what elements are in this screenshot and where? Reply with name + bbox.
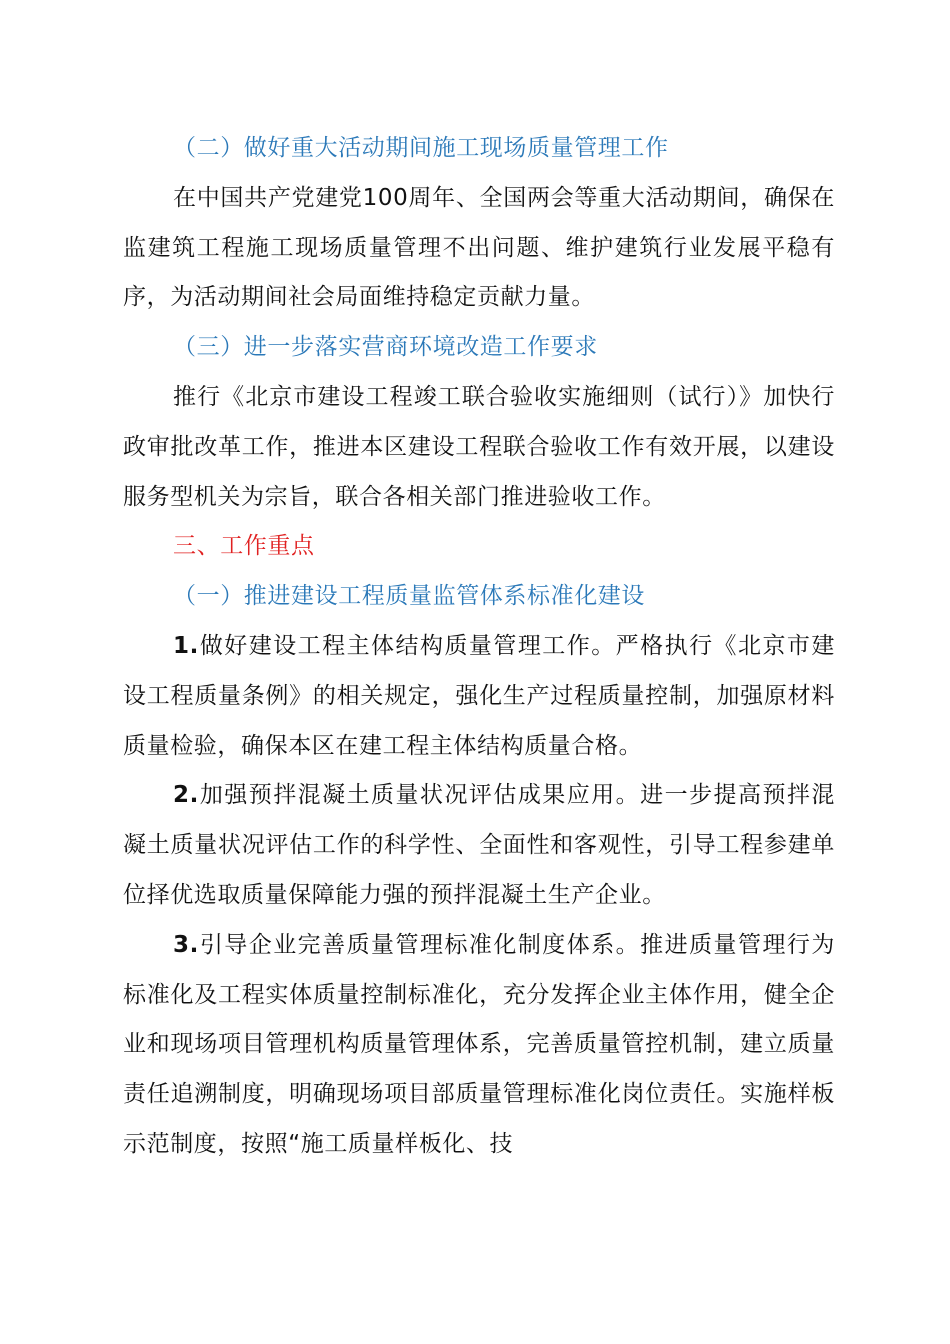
section-2-2-paragraph: 在中国共产党建党100周年、全国两会等重大活动期间，确保在监建筑工程施工现场质量管理不出问题、维护建筑行业发展平稳有序，为活动期间社会局面维持稳定贡献力量。 — [123, 184, 835, 311]
section-2-3-paragraph: 推行《北京市建设工程竣工联合验收实施细则（试行）》加快行政审批改革工作，推进本区建设工程联合验收工作有效开展，以建设服务型机关为宗旨，联合各相关部门推进验收工作。 — [123, 383, 835, 510]
section-3-1-heading: （一）推进建设工程质量监管体系标准化建设 — [173, 583, 645, 610]
item-2-text: 加强预拌混凝土质量状况评估成果应用。进一步提高预拌混凝土质量状况评估工作的科学性、全面性和客观性，引导工程参建单位择优选取质量保障能力强的预拌混凝土生产企业。 — [123, 782, 835, 908]
document-body — [123, 124, 835, 1170]
section-3-heading: 三、工作重点 — [173, 533, 315, 560]
item-3-paragraph — [123, 921, 835, 1170]
section-2-3-heading: （三）进一步落实营商环境改造工作要求 — [173, 334, 598, 361]
item-1-text: 做好建设工程主体结构质量管理工作。严格执行《北京市建设工程质量条例》的相关规定，强化生产过程质量控制，加强原材料质量检验，确保本区在建工程主体结构质量合格。 — [123, 632, 835, 759]
item-2-number: 2. — [173, 782, 199, 809]
item-1-paragraph — [123, 622, 835, 771]
item-3-number: 3. — [173, 931, 199, 958]
item-3-text: 引导企业完善质量管理标准化制度体系。推进质量管理行为标准化及工程实体质量控制标准化，充分发挥企业主体作用，健全企业和现场项目管理机构质量管理体系，完善质量管控机制，建立质量责任追溯制度，明确现场项目部质量管理标准化岗位责任。实施样板示范制度，按照“施工质量样板化、技 — [123, 931, 835, 1157]
item-2-paragraph — [123, 771, 835, 920]
item-1-number: 1. — [173, 632, 199, 659]
section-2-2-heading: （二）做好重大活动期间施工现场质量管理工作 — [173, 135, 669, 161]
